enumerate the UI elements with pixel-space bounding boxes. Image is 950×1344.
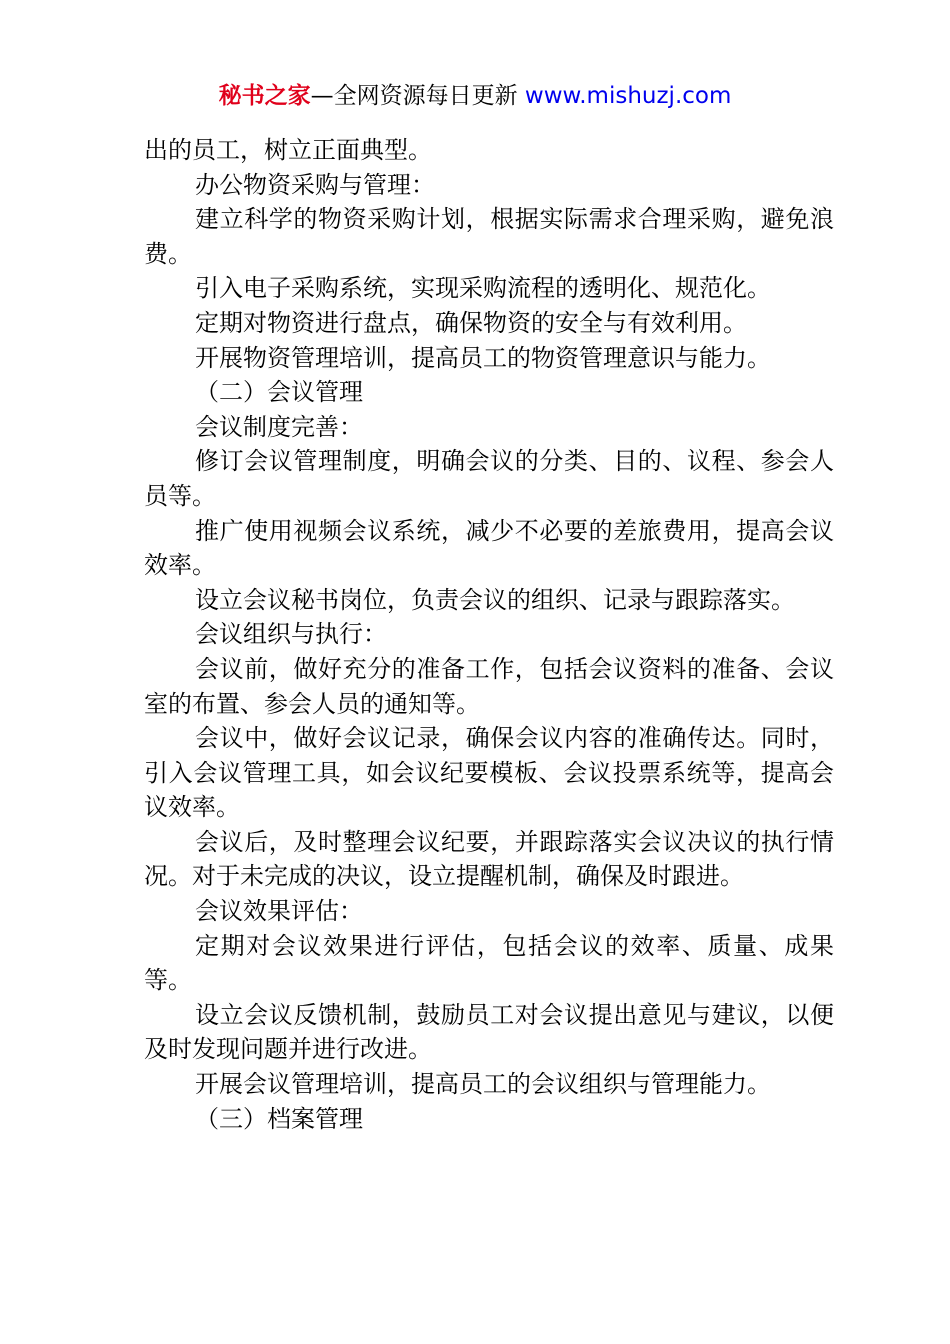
paragraph-3: 建立科学的物资采购计划，根据实际需求合理采购，避免浪费。 <box>144 205 834 268</box>
paragraph-14: 会议中，做好会议记录，确保会议内容的准确传达。同时，引入会议管理工具，如会议纪要模板、会议投票系统等，提高会议效率。 <box>144 724 834 822</box>
subheading-meeting-organization: 会议组织与执行： <box>195 620 387 649</box>
paragraph-13: 会议前，做好充分的准备工作，包括会议资料的准备、会议室的布置、参会人员的通知等。 <box>144 654 834 718</box>
paragraph-15: 会议后，及时整理会议纪要，并跟踪落实会议决议的执行情况。对于未完成的决议，设立提醒机制，确保及时跟进。 <box>144 827 834 891</box>
paragraph-1: 出的员工，树立正面典型。 <box>144 136 432 164</box>
paragraph-19: 开展会议管理培训，提高员工的会议组织与管理能力。 <box>195 1070 771 1099</box>
subheading-meeting-evaluation: 会议效果评估： <box>195 897 363 926</box>
brand-name: 秘书之家 <box>218 83 311 109</box>
paragraph-18: 设立会议反馈机制，鼓励员工对会议提出意见与建议，以便及时发现问题并进行改进。 <box>144 1000 834 1064</box>
subheading-meeting-system: 会议制度完善： <box>195 412 363 441</box>
document-body <box>144 133 834 1136</box>
paragraph-11: 设立会议秘书岗位，负责会议的组织、记录与跟踪落实。 <box>195 585 795 614</box>
paragraph-9: 修订会议管理制度，明确会议的分类、目的、议程、参会人员等。 <box>144 447 834 510</box>
page-header <box>0 80 950 112</box>
section-heading-meeting-management: （二）会议管理 <box>195 378 363 407</box>
paragraph-10: 推广使用视频会议系统，减少不必要的差旅费用，提高会议效率。 <box>144 516 834 580</box>
paragraph-4: 引入电子采购系统，实现采购流程的透明化、规范化。 <box>195 274 771 303</box>
header-tagline: —全网资源每日更新 <box>310 83 525 109</box>
paragraph-17: 定期对会议效果进行评估，包括会议的效率、质量、成果等。 <box>144 931 834 995</box>
paragraph-6: 开展物资管理培训，提高员工的物资管理意识与能力。 <box>195 343 771 372</box>
paragraph-2: 办公物资采购与管理： <box>195 170 435 199</box>
site-url-link[interactable]: www.mishuzj.com <box>524 83 732 109</box>
section-heading-archive-management: （三）档案管理 <box>195 1104 363 1133</box>
paragraph-5: 定期对物资进行盘点，确保物资的安全与有效利用。 <box>195 308 747 337</box>
